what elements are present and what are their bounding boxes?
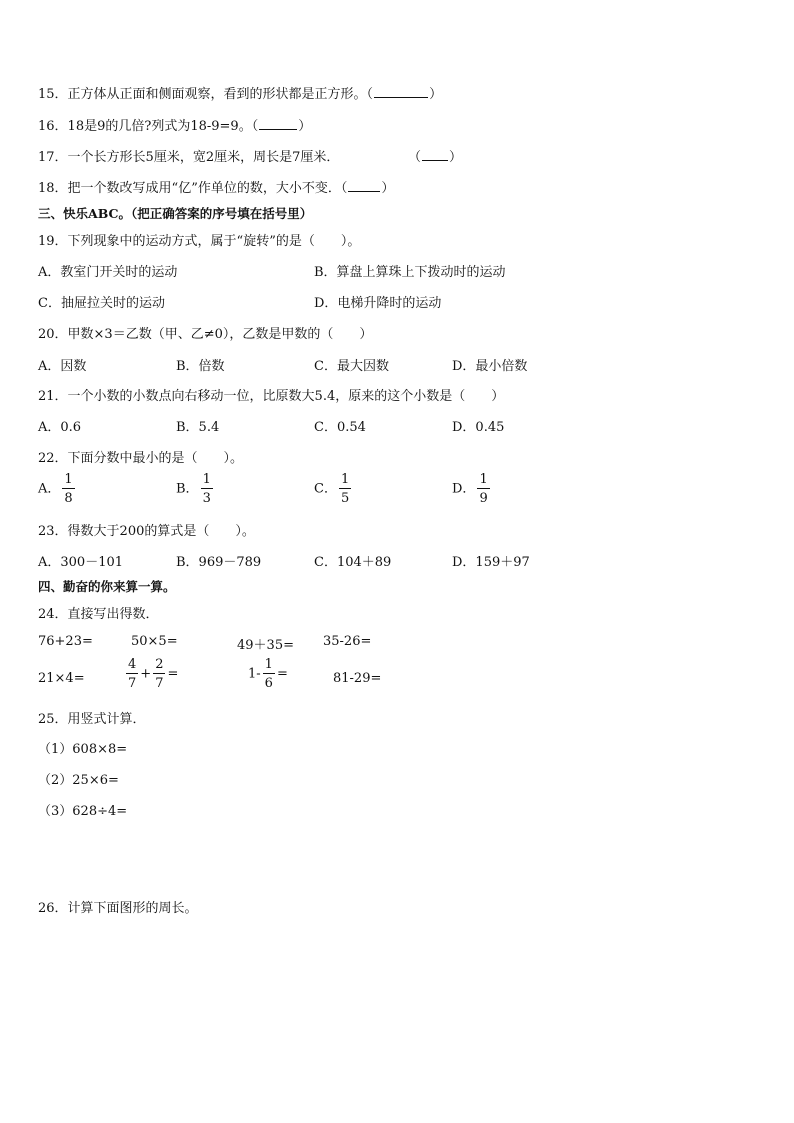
fraction: $\frac{2}{7}$ <box>155 657 164 691</box>
option-b[interactable]: B．5.4 <box>176 420 220 435</box>
option-a[interactable]: A．0.6 <box>38 420 82 435</box>
question-18: 18．把一个数改写成用“亿”作单位的数，大小不变．（ ） <box>38 181 395 196</box>
option-d[interactable]: D．最小倍数 <box>452 359 528 374</box>
question-22-stem: 22．下面分数中最小的是（ ）。 <box>38 451 244 466</box>
option-a[interactable]: A．因数 <box>38 359 87 374</box>
section-heading-4: 四、勤奋的你来算一算。 <box>38 579 176 594</box>
option-c[interactable]: C．0.54 <box>314 420 366 435</box>
option-b[interactable]: B．969－789 <box>176 555 262 570</box>
answer-blank[interactable] <box>348 180 380 192</box>
option-d[interactable]: D． $\frac{1}{9}$ <box>452 472 488 506</box>
question-text: 一个长方形长5厘米，宽2厘米，周长是7厘米． <box>67 150 340 165</box>
question-17-answer: （ ） <box>408 150 463 165</box>
fraction: $\frac{4}{7}$ <box>128 657 137 691</box>
option-b[interactable]: B．倍数 <box>176 359 225 374</box>
question-16: 16．18是9的几倍?列式为18-9=9。（ ） <box>38 119 312 134</box>
fraction: $\frac{1}{3}$ <box>202 472 211 506</box>
option-c[interactable]: C．最大因数 <box>314 359 389 374</box>
option-a[interactable]: A．300－101 <box>38 555 124 570</box>
question-text: 正方体从正面和侧面观察，看到的形状都是正方形。（ <box>67 87 374 102</box>
calc-item: 35-26= <box>323 634 372 649</box>
option-a[interactable]: A． $\frac{1}{8}$ <box>38 472 73 506</box>
option-d[interactable]: D．电梯升降时的运动 <box>314 296 442 311</box>
question-text: 18是9的几倍?列式为18-9=9。（ <box>67 119 259 134</box>
answer-blank[interactable] <box>259 118 297 130</box>
question-24-stem: 24．直接写出得数． <box>38 607 159 622</box>
calc-item: 50×5= <box>131 634 178 649</box>
calc-item: 49＋35= <box>237 638 294 653</box>
calc-item-fraction-diff: 1- $\frac{1}{6}$ = <box>248 657 288 691</box>
calc-item: 76+23= <box>38 634 93 649</box>
question-text: 把一个数改写成用“亿”作单位的数，大小不变．（ <box>67 181 348 196</box>
question-number: 16． <box>38 119 68 134</box>
option-d[interactable]: D．0.45 <box>452 420 505 435</box>
question-number: 18． <box>38 181 68 196</box>
question-17 <box>38 146 339 165</box>
question-26-stem: 26．计算下面图形的周长。 <box>38 901 198 916</box>
calc-item: 21×4= <box>38 671 85 686</box>
fraction: $\frac{1}{9}$ <box>479 472 488 506</box>
option-b[interactable]: B．算盘上算珠上下拨动时的运动 <box>314 265 506 280</box>
calc-item: 81-29= <box>333 671 382 686</box>
question-23-stem: 23．得数大于200的算式是（ ）。 <box>38 524 255 539</box>
option-d[interactable]: D．159＋97 <box>452 555 530 570</box>
question-number: 17． <box>38 150 68 165</box>
option-c[interactable]: C．抽屉拉关时的运动 <box>38 296 165 311</box>
fraction: $\frac{1}{6}$ <box>264 657 273 691</box>
question-20-stem: 20．甲数×3＝乙数（甲、乙≠0），乙数是甲数的（ ） <box>38 327 373 342</box>
answer-blank[interactable] <box>422 149 448 161</box>
option-c[interactable]: C．104＋89 <box>314 555 392 570</box>
fraction: $\frac{1}{5}$ <box>340 472 350 506</box>
fraction: $\frac{1}{8}$ <box>64 472 73 506</box>
vertical-calc-item: （3）628÷4= <box>38 804 128 819</box>
calc-item-fraction-sum: $\frac{4}{7}$ + $\frac{2}{7}$ = <box>128 657 179 691</box>
question-25-stem: 25．用竖式计算． <box>38 712 146 727</box>
question-21-stem: 21．一个小数的小数点向右移动一位，比原数大5.4，原来的这个小数是（ ） <box>38 389 505 404</box>
option-a[interactable]: A．教室门开关时的运动 <box>38 265 178 280</box>
question-number: 15． <box>38 87 68 102</box>
vertical-calc-item: （2）25×6= <box>38 773 119 788</box>
question-15: 15．正方体从正面和侧面观察，看到的形状都是正方形。（ ） <box>38 87 443 102</box>
vertical-calc-item: （1）608×8= <box>38 742 128 757</box>
section-heading-3: 三、快乐ABC。（把正确答案的序号填在括号里） <box>38 206 313 221</box>
answer-blank[interactable] <box>374 86 428 98</box>
option-c[interactable]: C． $\frac{1}{5}$ <box>314 472 350 506</box>
question-19-stem: 19．下列现象中的运动方式，属于“旋转”的是（ ）。 <box>38 234 361 249</box>
option-b[interactable]: B． $\frac{1}{3}$ <box>176 472 211 506</box>
